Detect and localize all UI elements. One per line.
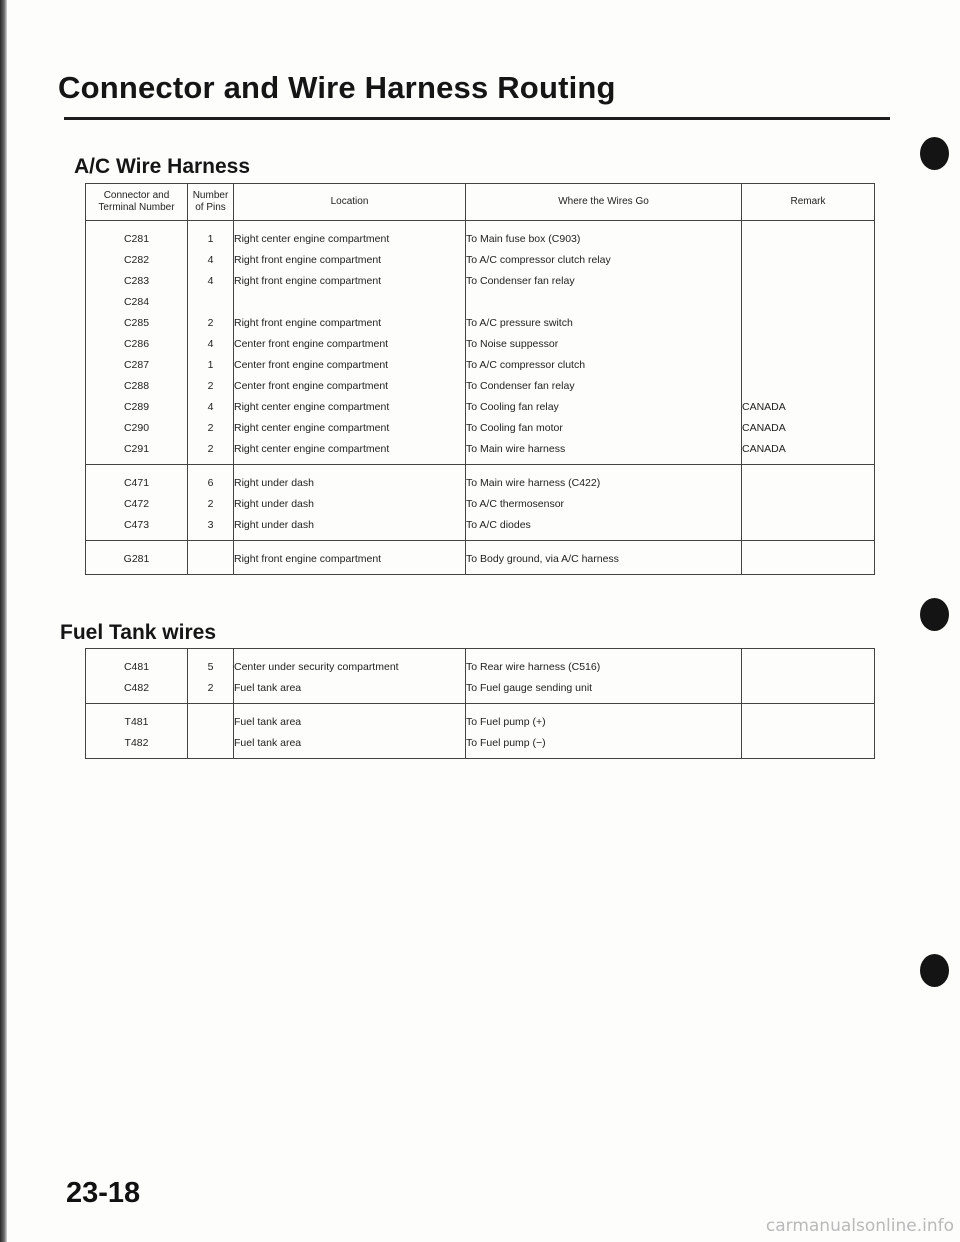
destination-cell: To A/C pressure switch (466, 317, 573, 329)
destination-cell: To Fuel pump (+) (466, 716, 546, 728)
connector-cell: C287 (123, 359, 150, 371)
remark-cell (742, 515, 874, 536)
location-cell: Right center engine compartment (234, 422, 390, 434)
location-cell: Fuel tank area (234, 716, 302, 728)
remark-cell: CANADA (742, 401, 786, 413)
remark-cell (742, 549, 874, 570)
destination-cell: To Noise suppessor (466, 338, 559, 350)
column-location (234, 221, 466, 465)
location-cell: Right under dash (234, 477, 314, 489)
pins-cell: 1 (207, 359, 214, 371)
remark-cell (742, 292, 874, 313)
connector-cell: G281 (123, 553, 150, 565)
location-cell: Right center engine compartment (234, 401, 390, 413)
pins-cell: 4 (207, 338, 214, 350)
section-tab-mark (920, 954, 949, 987)
fuel-tank-title: Fuel Tank wires (60, 621, 216, 644)
column-remark (742, 649, 875, 704)
location-cell: Right center engine compartment (234, 443, 390, 455)
location-cell: Center front engine compartment (234, 338, 389, 350)
title-rule (64, 117, 890, 120)
remark-cell (742, 313, 874, 334)
destination-cell: To Main fuse box (C903) (466, 233, 581, 245)
connector-cell: T482 (124, 737, 149, 749)
column-remark (742, 221, 875, 465)
location-cell: Right under dash (234, 498, 314, 510)
section-tab-mark (920, 137, 949, 170)
remark-cell (742, 250, 874, 271)
pins-cell (188, 733, 233, 754)
location-cell: Right front engine compartment (234, 553, 382, 565)
table-group-row (86, 541, 875, 575)
connector-cell: C481 (123, 661, 150, 673)
destination-cell: To Condenser fan relay (466, 380, 575, 392)
column-location (234, 704, 466, 759)
location-cell: Right front engine compartment (234, 275, 382, 287)
column-location (234, 541, 466, 575)
connector-cell: C291 (123, 443, 150, 455)
location-cell: Center under security compartment (234, 661, 399, 673)
destination-cell: To Fuel gauge sending unit (466, 682, 593, 694)
connector-cell: C471 (123, 477, 150, 489)
location-cell: Fuel tank area (234, 737, 302, 749)
column-pins (188, 541, 234, 575)
section-tab-mark (920, 598, 949, 631)
connector-cell: C281 (123, 233, 150, 245)
connector-cell: C283 (123, 275, 150, 287)
table-header-row (86, 184, 875, 221)
pins-cell: 4 (207, 275, 214, 287)
pins-cell: 2 (207, 422, 214, 434)
column-connector (86, 541, 188, 575)
pins-cell: 1 (207, 233, 214, 245)
ac-harness-title: A/C Wire Harness (74, 155, 251, 178)
column-destination (466, 649, 742, 704)
pins-cell (188, 292, 233, 313)
column-connector (86, 704, 188, 759)
table-group-row (86, 465, 875, 541)
connector-cell: C286 (123, 338, 150, 350)
column-location (234, 465, 466, 541)
remark-cell (742, 376, 874, 397)
destination-cell (466, 292, 741, 313)
pins-cell: 4 (207, 401, 214, 413)
remark-cell (742, 678, 874, 699)
remark-cell (742, 271, 874, 292)
column-remark (742, 541, 875, 575)
connector-cell: C285 (123, 317, 150, 329)
column-pins (188, 221, 234, 465)
ac-harness-table (85, 183, 875, 575)
column-connector (86, 221, 188, 465)
connector-cell: C482 (123, 682, 150, 694)
destination-cell: To A/C compressor clutch relay (466, 254, 611, 266)
pins-cell: 3 (207, 519, 214, 531)
location-cell: Center front engine compartment (234, 359, 389, 371)
column-pins (188, 704, 234, 759)
pins-cell: 5 (207, 661, 214, 673)
header-connector: Connector and Terminal Number (86, 184, 188, 221)
connector-cell: C289 (123, 401, 150, 413)
remark-cell (742, 473, 874, 494)
destination-cell: To A/C compressor clutch (466, 359, 586, 371)
remark-cell (742, 494, 874, 515)
destination-cell: To Main wire harness (C422) (466, 477, 601, 489)
column-destination (466, 465, 742, 541)
column-connector (86, 465, 188, 541)
table-group-row (86, 704, 875, 759)
destination-cell: To A/C thermosensor (466, 498, 565, 510)
fuel-tank-table (85, 648, 875, 759)
destination-cell: To Rear wire harness (C516) (466, 661, 601, 673)
remark-cell (742, 355, 874, 376)
column-destination (466, 541, 742, 575)
destination-cell: To Cooling fan motor (466, 422, 563, 434)
remark-cell (742, 657, 874, 678)
binding-edge (0, 0, 7, 1242)
location-cell (234, 292, 465, 313)
pins-cell: 2 (207, 443, 214, 455)
remark-cell: CANADA (742, 443, 786, 455)
watermark: carmanualsonline.info (765, 1216, 954, 1236)
destination-cell: To Fuel pump (−) (466, 737, 546, 749)
pins-cell: 6 (207, 477, 214, 489)
column-connector (86, 649, 188, 704)
column-destination (466, 704, 742, 759)
pins-cell: 2 (207, 380, 214, 392)
pins-cell (188, 549, 233, 570)
location-cell: Center front engine compartment (234, 380, 389, 392)
remark-cell (742, 229, 874, 250)
column-pins (188, 649, 234, 704)
page-number: 23-18 (66, 1177, 141, 1209)
destination-cell: To Cooling fan relay (466, 401, 559, 413)
connector-cell: C473 (123, 519, 150, 531)
location-cell: Right front engine compartment (234, 317, 382, 329)
pins-cell: 2 (207, 498, 214, 510)
location-cell: Fuel tank area (234, 682, 302, 694)
location-cell: Right under dash (234, 519, 314, 531)
destination-cell: To Condenser fan relay (466, 275, 575, 287)
pins-cell: 4 (207, 254, 214, 266)
connector-cell: C282 (123, 254, 150, 266)
pins-cell: 2 (207, 317, 214, 329)
column-remark (742, 465, 875, 541)
remark-cell (742, 733, 874, 754)
remark-cell (742, 712, 874, 733)
connector-cell: T481 (124, 716, 149, 728)
remark-cell: CANADA (742, 422, 786, 434)
pins-cell: 2 (207, 682, 214, 694)
destination-cell: To Body ground, via A/C harness (466, 553, 619, 565)
connector-cell: C284 (123, 296, 150, 308)
destination-cell: To Main wire harness (466, 443, 566, 455)
column-destination (466, 221, 742, 465)
pins-cell (188, 712, 233, 733)
remark-cell (742, 334, 874, 355)
connector-cell: C288 (123, 380, 150, 392)
header-location: Location (234, 184, 466, 221)
destination-cell: To A/C diodes (466, 519, 531, 531)
header-destination: Where the Wires Go (466, 184, 742, 221)
connector-cell: C472 (123, 498, 150, 510)
table-group-row (86, 221, 875, 465)
page-title: Connector and Wire Harness Routing (58, 70, 616, 105)
location-cell: Right center engine compartment (234, 233, 390, 245)
header-remark: Remark (742, 184, 875, 221)
column-location (234, 649, 466, 704)
column-remark (742, 704, 875, 759)
connector-cell: C290 (123, 422, 150, 434)
table-group-row (86, 649, 875, 704)
location-cell: Right front engine compartment (234, 254, 382, 266)
header-pins: Number of Pins (188, 184, 234, 221)
column-pins (188, 465, 234, 541)
